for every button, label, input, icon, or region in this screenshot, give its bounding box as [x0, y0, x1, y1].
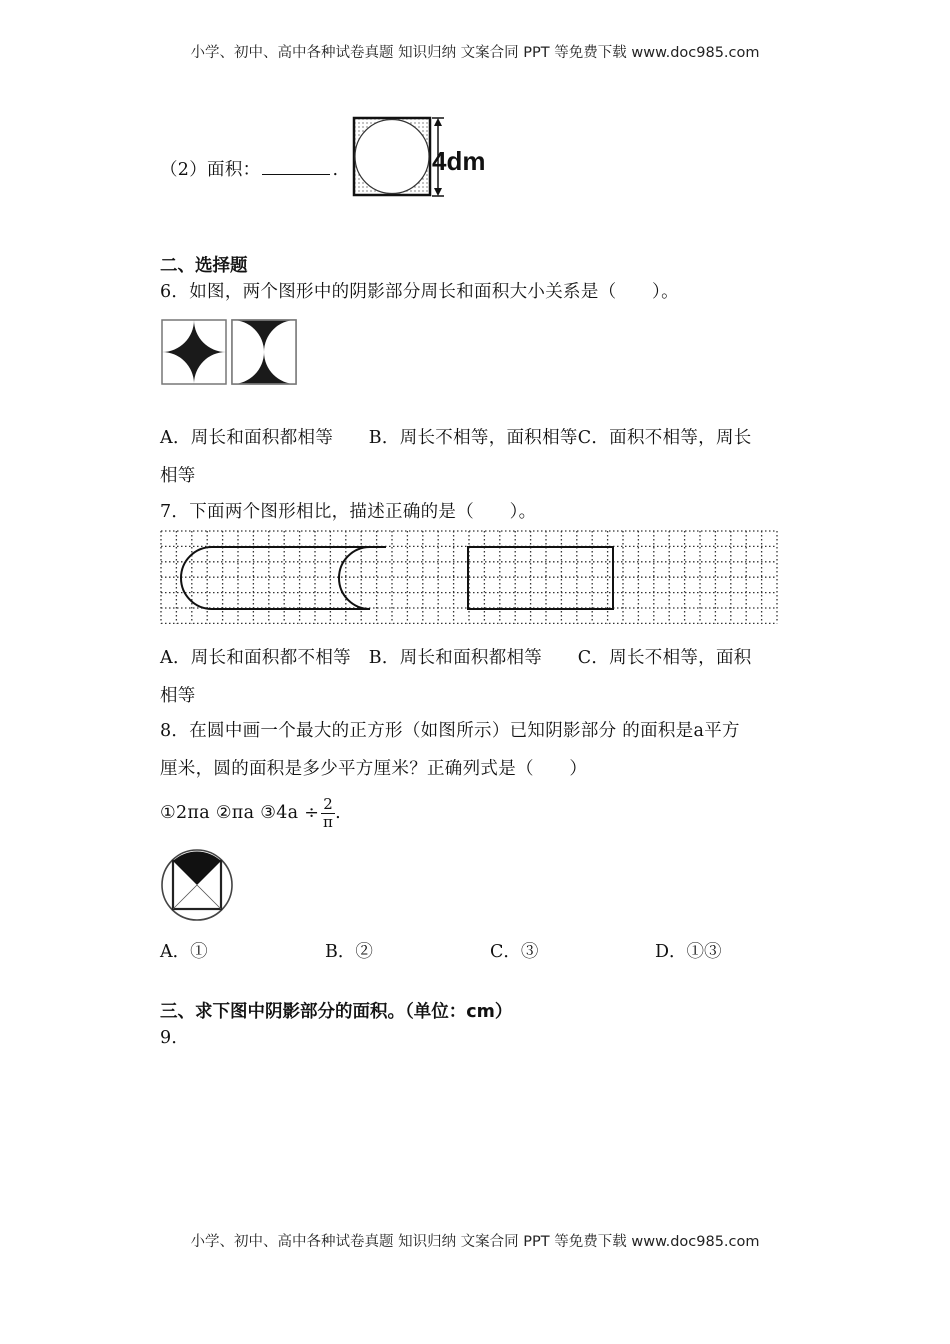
arrow-down-icon — [434, 188, 442, 196]
q9-label: 9． — [160, 1028, 190, 1048]
q6-options-line2: 相等 — [160, 466, 196, 486]
q7-grid-figure — [160, 530, 778, 626]
q8-formula — [160, 796, 341, 831]
q6-figures — [160, 318, 300, 386]
q8-circle-square-figure — [160, 850, 236, 922]
q6-options-line1: A．周长和面积都相等 B．周长不相等，面积相等C．面积不相等，周长 — [160, 428, 752, 448]
q8-option-b[interactable]: B．② — [325, 942, 373, 962]
section-3-title: 三、求下图中阴影部分的面积。（单位：cm） — [160, 1002, 513, 1022]
square-circle-figure — [350, 114, 486, 200]
formula-prefix: ①2πa ②πa ③4a — [160, 803, 299, 823]
rectangle-shape — [468, 547, 613, 609]
answer-blank — [262, 160, 330, 175]
q8-option-c[interactable]: C．③ — [490, 942, 539, 962]
q6-stem: 6．如图，两个图形中的阴影部分周长和面积大小关系是（ ）。 — [160, 282, 679, 302]
q7-options-line1: A．周长和面积都不相等 B．周长和面积都相等 C．周长不相等，面积 — [160, 648, 752, 668]
star-shape-figure — [162, 320, 226, 384]
inscribed-circle — [355, 120, 429, 194]
formula-suffix: . — [335, 803, 341, 823]
q8-stem-line2: 厘米，圆的面积是多少平方厘米？正确列式是（ ） — [160, 759, 588, 779]
q5-part2-line — [160, 156, 338, 181]
q8-option-d[interactable]: D．①③ — [655, 942, 722, 962]
q8-option-a[interactable]: A．① — [160, 942, 208, 962]
page-header: 小学、初中、高中各种试卷真题 知识归纳 文案合同 PPT 等免费下载 www.doc985.com — [190, 45, 760, 61]
section-2-title: 二、选择题 — [160, 256, 248, 276]
q5-part2-suffix: . — [332, 160, 339, 180]
fraction: $\frac{2}{\pi}$ — [323, 795, 334, 831]
hourglass-shape-figure — [232, 320, 296, 384]
rounded-shape — [181, 547, 386, 609]
page-footer: 小学、初中、高中各种试卷真题 知识归纳 文案合同 PPT 等免费下载 www.doc985.com — [190, 1234, 760, 1250]
q7-options-line2: 相等 — [160, 686, 196, 706]
dimension-label: 4dm — [432, 146, 486, 176]
arrow-up-icon — [434, 118, 442, 126]
q5-part2-label: （2）面积： — [160, 160, 261, 180]
div-sign: ÷ — [304, 803, 320, 823]
q8-stem-line1: 8．在圆中画一个最大的正方形（如图所示）已知阴影部分 的面积是a平方 — [160, 721, 740, 741]
q7-stem: 7．下面两个图形相比，描述正确的是（ ）。 — [160, 502, 537, 522]
